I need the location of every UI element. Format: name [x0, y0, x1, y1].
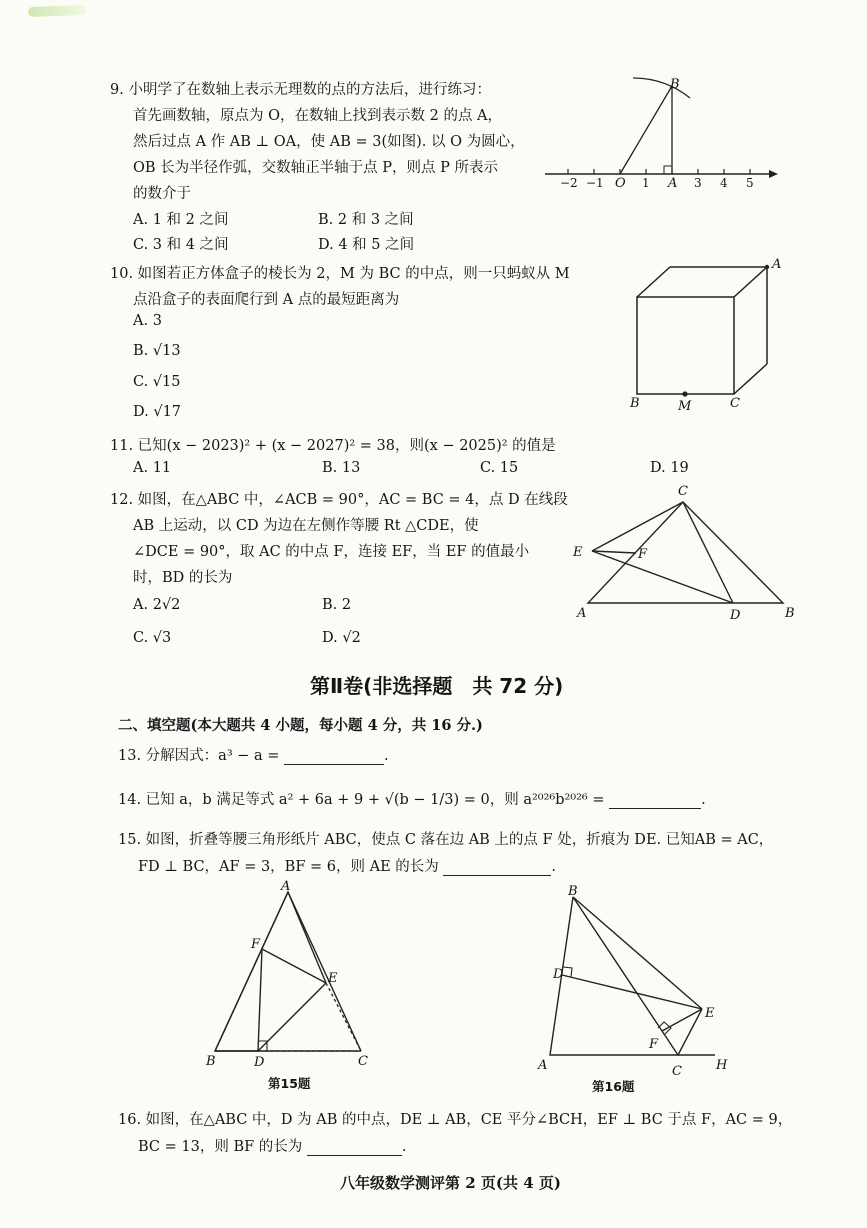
q9-option-b: B. 2 和 3 之间 [318, 212, 414, 228]
highlighter-mark [28, 5, 86, 17]
page-footer: 八年级数学测评第 2 页(共 4 页) [340, 1174, 561, 1192]
q9-line: 首先画数轴，原点为 O，在数轴上找到表示数 2 的点 A， [133, 108, 503, 124]
q15-figure [198, 876, 388, 1096]
q15-label-e: E [328, 971, 338, 986]
q15-text: FD ⊥ BC，AF = 3，BF = 6，则 AE 的长为 [138, 859, 439, 875]
q16-label-h: H [716, 1058, 728, 1073]
q12-line: ∠DCE = 90°，取 AC 的中点 F，连接 EF，当 EF 的值最小 [133, 544, 530, 560]
q11-option-b: B. 13 [322, 460, 361, 476]
q10-label-c: C [730, 396, 740, 411]
q12-label-f: F [638, 547, 648, 562]
q10-option-c: C. √15 [133, 374, 181, 390]
q12-line: 12. 如图，在△ABC 中，∠ACB = 90°，AC = BC = 4，点 D 在线段 [110, 492, 568, 508]
q16-end: . [401, 1139, 407, 1155]
question-14 [118, 788, 706, 809]
q16-line: 16. 如图，在△ABC 中，D 为 AB 的中点，DE ⊥ AB，CE 平分∠BCH，EF ⊥ BC 于点 F，AC = 9， [118, 1112, 793, 1128]
q16-figure [530, 876, 750, 1096]
q12-label-c: C [678, 484, 688, 499]
q12-label-d: D [730, 608, 741, 623]
q9-line: OB 长为半径作弧，交数轴正半轴于点 P，则点 P 所表示 [133, 160, 498, 176]
q9-label-b: B [670, 77, 680, 92]
q12-option-d: D. √2 [322, 630, 361, 646]
q13-end: . [384, 748, 389, 764]
q9-option-c: C. 3 和 4 之间 [133, 237, 229, 253]
q14-end: . [701, 792, 706, 808]
q16-text: BC = 13，则 BF 的长为 [138, 1139, 303, 1155]
q16-label-f: F [649, 1037, 659, 1052]
q16-answer-blank[interactable] [307, 1139, 402, 1156]
q16-label-c: C [672, 1064, 682, 1079]
q15-end: . [551, 859, 556, 875]
q12-label-b: B [785, 606, 795, 621]
q13-answer-blank[interactable] [284, 748, 384, 765]
q16-label-b: B [568, 884, 578, 899]
q15-line-2 [138, 855, 556, 876]
q9-tick-label: O [615, 176, 626, 191]
q11-line: 11. 已知(x − 2023)² + (x − 2027)² = 38，则(x − 2025)² 的值是 [110, 438, 556, 454]
q9-figure [540, 70, 790, 200]
q15-label-c: C [358, 1054, 368, 1069]
q11-option-c: C. 15 [480, 460, 519, 476]
q10-line: 点沿盒子的表面爬行到 A 点的最短距离为 [133, 292, 400, 308]
q10-option-b: B. √13 [133, 343, 181, 359]
q11-option-d: D. 19 [650, 460, 689, 476]
q11-option-a: A. 11 [133, 460, 172, 476]
q9-line: 9. 小明学了在数轴上表示无理数的点的方法后，进行练习： [110, 82, 491, 98]
fill-in-heading: 二、填空题(本大题共 4 小题，每小题 4 分，共 16 分.) [118, 717, 483, 734]
q12-option-a: A. 2√2 [133, 597, 181, 613]
q15-label-b: B [206, 1054, 216, 1069]
q10-line: 10. 如图若正方体盒子的棱长为 2，M 为 BC 的中点，则一只蚂蚁从 M [110, 266, 570, 282]
q16-label-e: E [705, 1006, 715, 1021]
q10-option-d: D. √17 [133, 404, 182, 420]
q16-caption: 第16题 [592, 1079, 635, 1094]
q16-label-d: D [553, 967, 564, 982]
q15-answer-blank[interactable] [443, 859, 551, 876]
q12-label-e: E [573, 545, 583, 560]
section-2-title: 第Ⅱ卷(非选择题 共 72 分) [310, 674, 564, 698]
q14-answer-blank[interactable] [609, 792, 701, 809]
q9-line: 然后过点 A 作 AB ⊥ OA，使 AB = 3(如图). 以 O 为圆心， [133, 134, 525, 150]
q13-text: 13. 分解因式：a³ − a = [118, 748, 280, 764]
q12-line: 时，BD 的长为 [133, 570, 233, 586]
q15-line: 15. 如图，折叠等腰三角形纸片 ABC，使点 C 落在边 AB 上的点 F 处，折痕为 DE. 已知AB = AC， [118, 832, 774, 848]
question-13 [118, 744, 389, 765]
q10-label-a: A [772, 257, 782, 272]
q12-line: AB 上运动，以 CD 为边在左侧作等腰 Rt △CDE，使 [133, 518, 479, 534]
q9-tick-label: 3 [694, 176, 702, 190]
q9-line: 的数介于 [133, 186, 191, 202]
q15-label-f: F [251, 937, 261, 952]
q10-cube-figure [622, 255, 792, 420]
q16-label-a: A [538, 1058, 548, 1073]
q10-option-a: A. 3 [133, 313, 162, 329]
q16-line-2 [138, 1135, 407, 1156]
q15-label-d: D [254, 1055, 265, 1070]
q10-label-m: M [678, 399, 692, 414]
q15-caption: 第15题 [268, 1076, 311, 1091]
q14-text: 14. 已知 a，b 满足等式 a² + 6a + 9 + √(b − 1/3) = 0，则 a²⁰²⁶b²⁰²⁶ = [118, 792, 605, 808]
q9-option-a: A. 1 和 2 之间 [133, 212, 229, 228]
q12-option-b: B. 2 [322, 597, 352, 613]
q9-option-d: D. 4 和 5 之间 [318, 237, 415, 253]
q9-tick-label: −1 [586, 176, 604, 190]
q9-tick-label: A [668, 176, 678, 191]
q10-label-b: B [630, 396, 640, 411]
q12-label-a: A [577, 606, 587, 621]
q12-option-c: C. √3 [133, 630, 172, 646]
q15-label-a: A [281, 879, 291, 894]
q9-tick-label: 4 [720, 176, 728, 190]
q9-tick-label: 1 [642, 176, 650, 190]
q9-tick-label: −2 [560, 176, 578, 190]
q9-tick-label: 5 [746, 176, 754, 190]
q12-figure [565, 478, 810, 628]
